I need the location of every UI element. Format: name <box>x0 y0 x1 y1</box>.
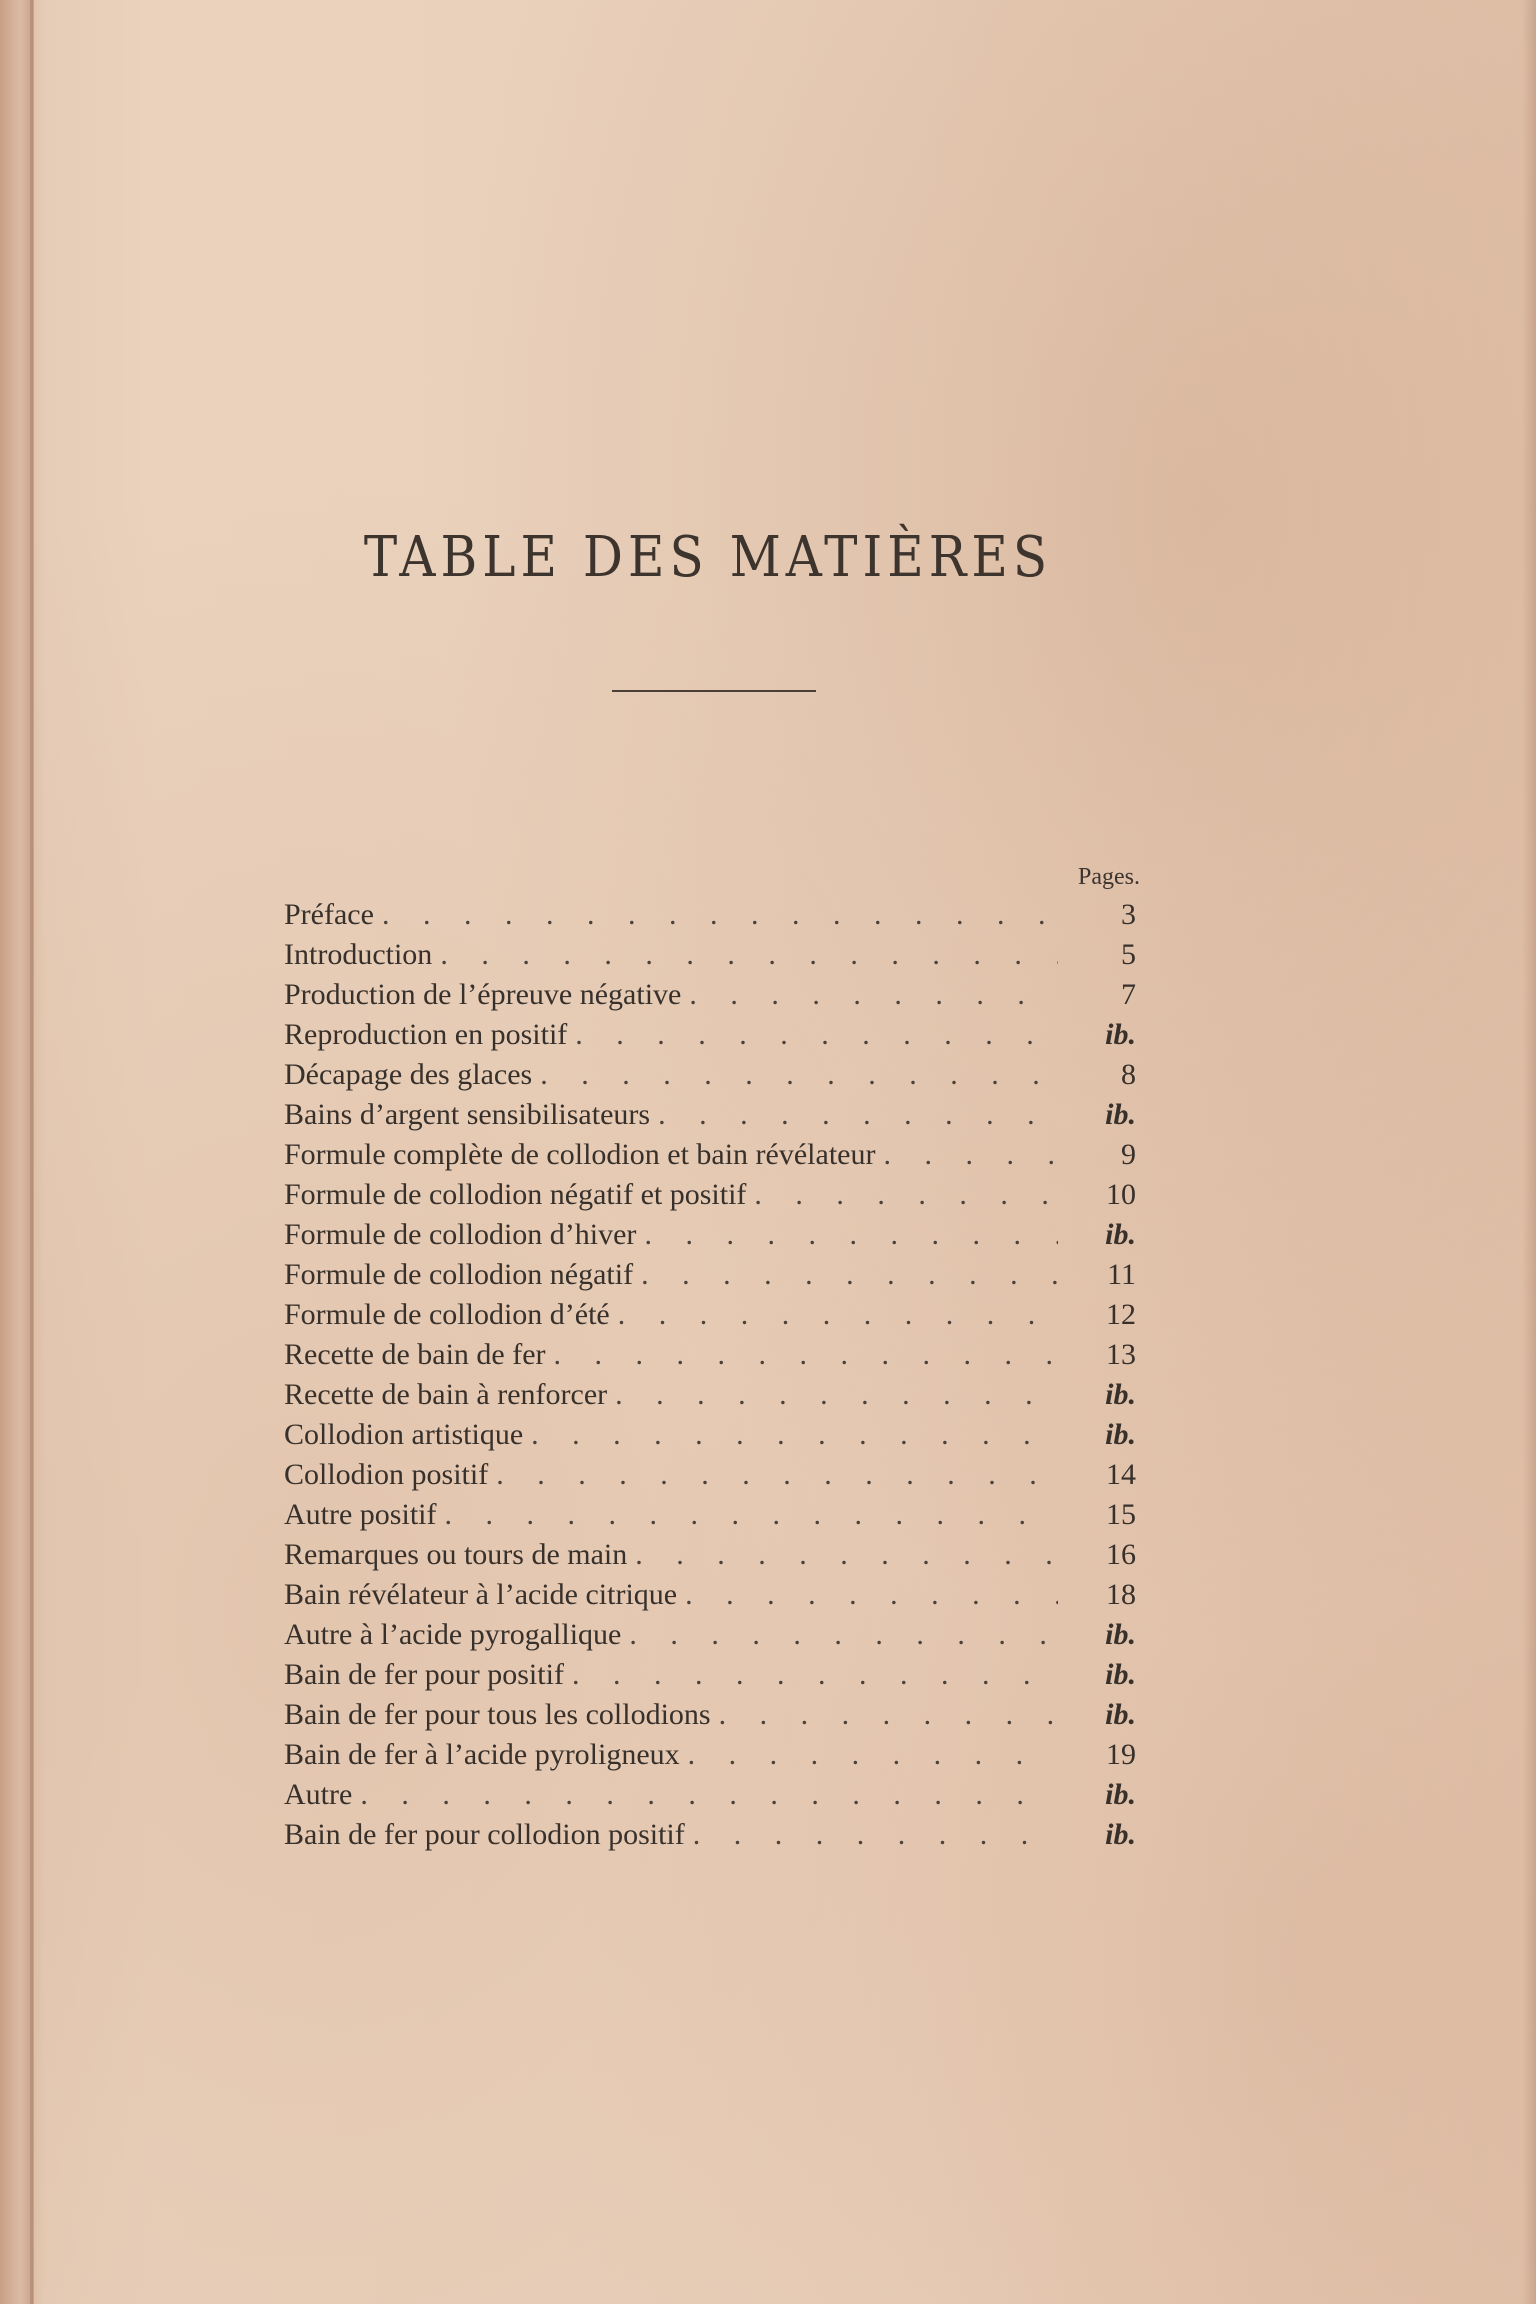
gutter-shadow <box>30 0 33 2304</box>
dot-leader <box>685 1818 1058 1852</box>
toc-entry <box>284 1018 1136 1058</box>
toc-entry <box>284 1618 1136 1658</box>
dot-leader <box>681 978 1058 1012</box>
dot-leader <box>564 1658 1058 1692</box>
toc-entry-label: Collodion positif <box>284 1458 489 1491</box>
toc-entry <box>284 1418 1136 1458</box>
toc-entry <box>284 1498 1136 1538</box>
dot-leader <box>636 1218 1058 1252</box>
toc-entry-page: 15 <box>1106 1498 1136 1531</box>
dot-leader <box>621 1618 1058 1652</box>
page-edge-shadow <box>1522 0 1536 2304</box>
toc-entry <box>284 1738 1136 1778</box>
toc-entry-label: Bain de fer pour positif <box>284 1658 564 1691</box>
toc-entry-page: ib. <box>1105 1098 1136 1131</box>
toc-entry-page: 18 <box>1106 1578 1136 1611</box>
toc-entry <box>284 1218 1136 1258</box>
toc-entry <box>284 978 1136 1018</box>
toc-entry <box>284 1538 1136 1578</box>
toc-entry-page: 12 <box>1106 1298 1136 1331</box>
toc-entry-page: ib. <box>1105 1618 1136 1651</box>
dot-leader <box>488 1458 1058 1492</box>
toc-entry <box>284 1178 1136 1218</box>
toc-entry-label: Collodion artistique <box>284 1418 524 1451</box>
toc-entry-label: Formule de collodion d’été <box>284 1298 610 1331</box>
toc-entry-label: Production de l’épreuve négative <box>284 978 682 1011</box>
dot-leader <box>546 1338 1058 1372</box>
toc-entry-label: Recette de bain à renforcer <box>284 1378 608 1411</box>
toc-entry-page: ib. <box>1105 1218 1136 1251</box>
dot-leader <box>532 1058 1058 1092</box>
toc-entry <box>284 1378 1136 1418</box>
dot-leader <box>352 1778 1058 1812</box>
toc-entry <box>284 1658 1136 1698</box>
toc-entry-label: Préface <box>284 898 374 931</box>
toc-entry-label: Formule de collodion négatif <box>284 1258 634 1291</box>
toc-entry <box>284 1338 1136 1378</box>
dot-leader <box>610 1298 1058 1332</box>
dot-leader <box>711 1698 1058 1732</box>
toc-entry-page: 16 <box>1106 1538 1136 1571</box>
toc-entry-label: Recette de bain de fer <box>284 1338 546 1371</box>
toc-entry-label: Bain de fer pour tous les collodions <box>284 1698 711 1731</box>
toc-entry-page: ib. <box>1105 1418 1136 1451</box>
dot-leader <box>523 1418 1058 1452</box>
toc-entry <box>284 1778 1136 1818</box>
toc-entry-page: ib. <box>1105 1818 1136 1851</box>
dot-leader <box>567 1018 1058 1052</box>
toc-entry-label: Bains d’argent sensibilisateurs <box>284 1098 651 1131</box>
pages-column-header: Pages. <box>1078 864 1140 890</box>
dot-leader <box>746 1178 1058 1212</box>
dot-leader <box>677 1578 1058 1612</box>
toc-entry <box>284 1698 1136 1738</box>
toc-entry-page: 8 <box>1121 1058 1136 1091</box>
toc-entry-label: Bain de fer à l’acide pyroligneux <box>284 1738 680 1771</box>
toc-entry-page: 14 <box>1106 1458 1136 1491</box>
toc-entry <box>284 1138 1136 1178</box>
toc-entry <box>284 1818 1136 1858</box>
dot-leader <box>627 1538 1058 1572</box>
toc-entry <box>284 1578 1136 1618</box>
toc-entry-page: 13 <box>1106 1338 1136 1371</box>
toc-entry-label: Autre positif <box>284 1498 437 1531</box>
toc-entry <box>284 1058 1136 1098</box>
dot-leader <box>374 898 1058 932</box>
toc-entry <box>284 1458 1136 1498</box>
toc-entry-page: 11 <box>1107 1258 1136 1291</box>
dot-leader <box>607 1378 1058 1412</box>
toc-entry-page: 19 <box>1106 1738 1136 1771</box>
title-rule-divider <box>612 690 816 692</box>
dot-leader <box>432 938 1058 972</box>
toc-entry-label: Formule de collodion d’hiver <box>284 1218 637 1251</box>
page-title: TABLE DES MATIÈRES <box>363 524 1053 590</box>
table-of-contents <box>284 898 1136 1858</box>
toc-entry-page: 10 <box>1106 1178 1136 1211</box>
toc-entry <box>284 1098 1136 1138</box>
toc-entry-label: Formule complète de collodion et bain révélateur <box>284 1138 876 1171</box>
dot-leader <box>650 1098 1058 1132</box>
toc-entry-page: ib. <box>1105 1658 1136 1691</box>
toc-entry-page: 7 <box>1121 978 1136 1011</box>
toc-entry-label: Décapage des glaces <box>284 1058 533 1091</box>
toc-entry-page: ib. <box>1105 1378 1136 1411</box>
toc-entry-page: 3 <box>1121 898 1136 931</box>
toc-entry-page: ib. <box>1105 1778 1136 1811</box>
binding-gutter <box>0 0 34 2304</box>
toc-entry <box>284 1258 1136 1298</box>
toc-entry-label: Autre à l’acide pyrogallique <box>284 1618 622 1651</box>
toc-entry-label: Autre <box>284 1778 353 1811</box>
dot-leader <box>436 1498 1058 1532</box>
dot-leader <box>633 1258 1058 1292</box>
toc-entry-label: Introduction <box>284 938 433 971</box>
toc-entry-label: Bain révélateur à l’acide citrique <box>284 1578 678 1611</box>
toc-entry-label: Formule de collodion négatif et positif <box>284 1178 747 1211</box>
dot-leader <box>875 1138 1058 1172</box>
toc-entry <box>284 938 1136 978</box>
toc-entry-label: Remarques ou tours de main <box>284 1538 628 1571</box>
toc-entry <box>284 1298 1136 1338</box>
toc-entry <box>284 898 1136 938</box>
toc-entry-label: Reproduction en positif <box>284 1018 568 1051</box>
toc-entry-label: Bain de fer pour collodion positif <box>284 1818 685 1851</box>
toc-entry-page: 9 <box>1121 1138 1136 1171</box>
toc-entry-page: ib. <box>1105 1018 1136 1051</box>
toc-entry-page: ib. <box>1105 1698 1136 1731</box>
dot-leader <box>680 1738 1058 1772</box>
toc-entry-page: 5 <box>1121 938 1136 971</box>
